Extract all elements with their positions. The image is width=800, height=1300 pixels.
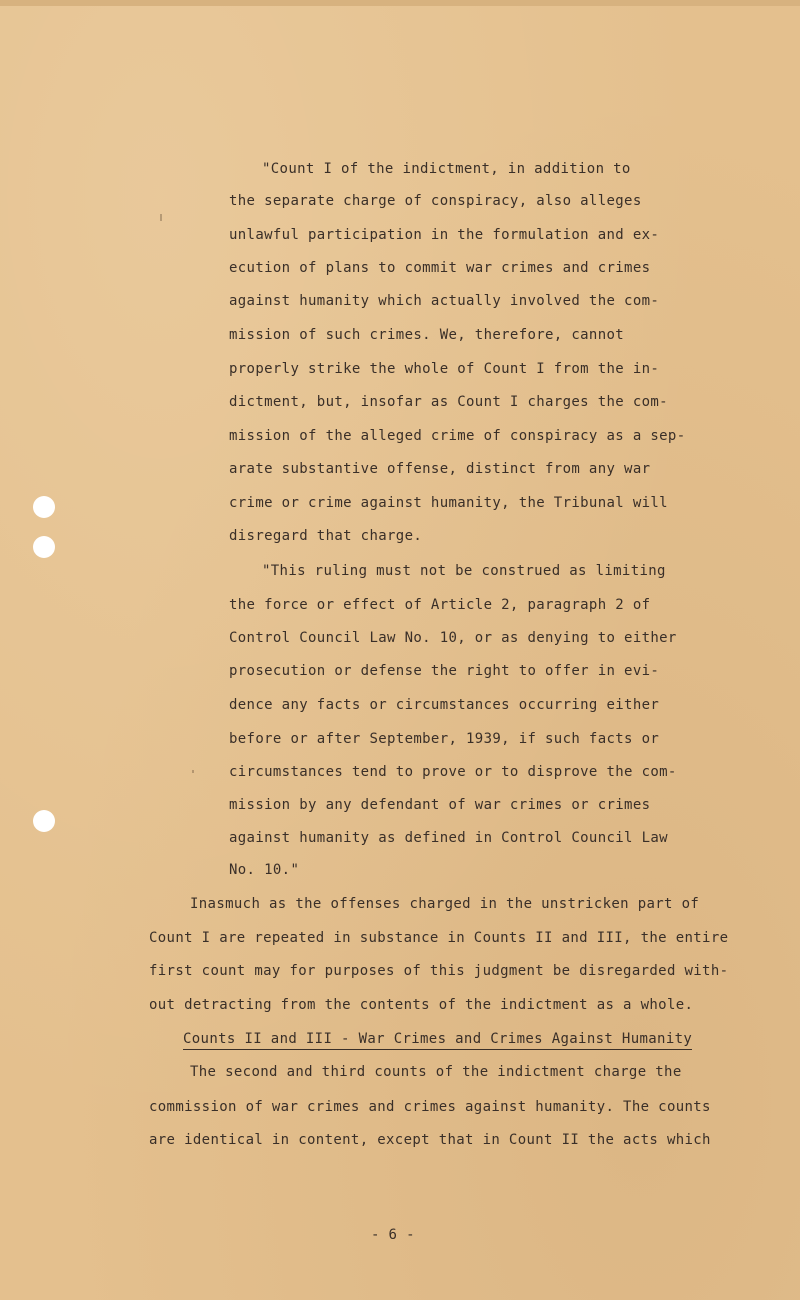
text-line: Inasmuch as the offenses charged in the unstricken part of <box>190 896 700 912</box>
text-line: mission of such crimes. We, therefore, cannot <box>229 327 625 343</box>
text-line: unlawful participation in the formulation and ex- <box>229 227 660 243</box>
text-line: circumstances tend to prove or to disprove the com- <box>229 764 677 780</box>
punch-hole-upper <box>33 496 55 518</box>
text-line: out detracting from the contents of the indictment as a whole. <box>149 997 694 1013</box>
text-line: The second and third counts of the indictment charge the <box>190 1064 682 1080</box>
text-line: are identical in content, except that in Count II the acts which <box>149 1132 711 1148</box>
text-line: arate substantive offense, distinct from any war <box>229 461 651 477</box>
page-top-edge <box>0 0 800 6</box>
text-line: the separate charge of conspiracy, also alleges <box>229 193 642 209</box>
text-line: ecution of plans to commit war crimes and crimes <box>229 260 651 276</box>
text-line: Control Council Law No. 10, or as denying to either <box>229 630 677 646</box>
text-line: against humanity as defined in Control Council Law <box>229 830 668 846</box>
text-line: "Count I of the indictment, in addition to <box>262 161 631 177</box>
page-number: - 6 - <box>371 1227 415 1243</box>
text-line: properly strike the whole of Count I from the in- <box>229 361 660 377</box>
text-line: mission of the alleged crime of conspiracy as a sep- <box>229 428 686 444</box>
paper-speck <box>160 214 162 221</box>
text-line: first count may for purposes of this judgment be disregarded with- <box>149 963 729 979</box>
text-line: No. 10." <box>229 862 300 878</box>
text-line: "This ruling must not be construed as limiting <box>262 563 666 579</box>
text-line: crime or crime against humanity, the Tribunal will <box>229 495 668 511</box>
paper-speck <box>192 770 194 773</box>
text-line: before or after September, 1939, if such facts or <box>229 731 660 747</box>
text-line: dictment, but, insofar as Count I charges the com- <box>229 394 668 410</box>
text-line: disregard that charge. <box>229 528 423 544</box>
text-line: mission by any defendant of war crimes or crimes <box>229 797 651 813</box>
text-line: against humanity which actually involved the com- <box>229 293 660 309</box>
section-heading: Counts II and III - War Crimes and Crimes Against Humanity <box>183 1030 692 1050</box>
text-line: the force or effect of Article 2, paragraph 2 of <box>229 597 651 613</box>
text-line: commission of war crimes and crimes against humanity. The counts <box>149 1099 711 1115</box>
text-line: Count I are repeated in substance in Counts II and III, the entire <box>149 930 729 946</box>
punch-hole-lower <box>33 810 55 832</box>
text-line: prosecution or defense the right to offer in evi- <box>229 663 660 679</box>
text-line: dence any facts or circumstances occurring either <box>229 697 660 713</box>
punch-hole-middle <box>33 536 55 558</box>
